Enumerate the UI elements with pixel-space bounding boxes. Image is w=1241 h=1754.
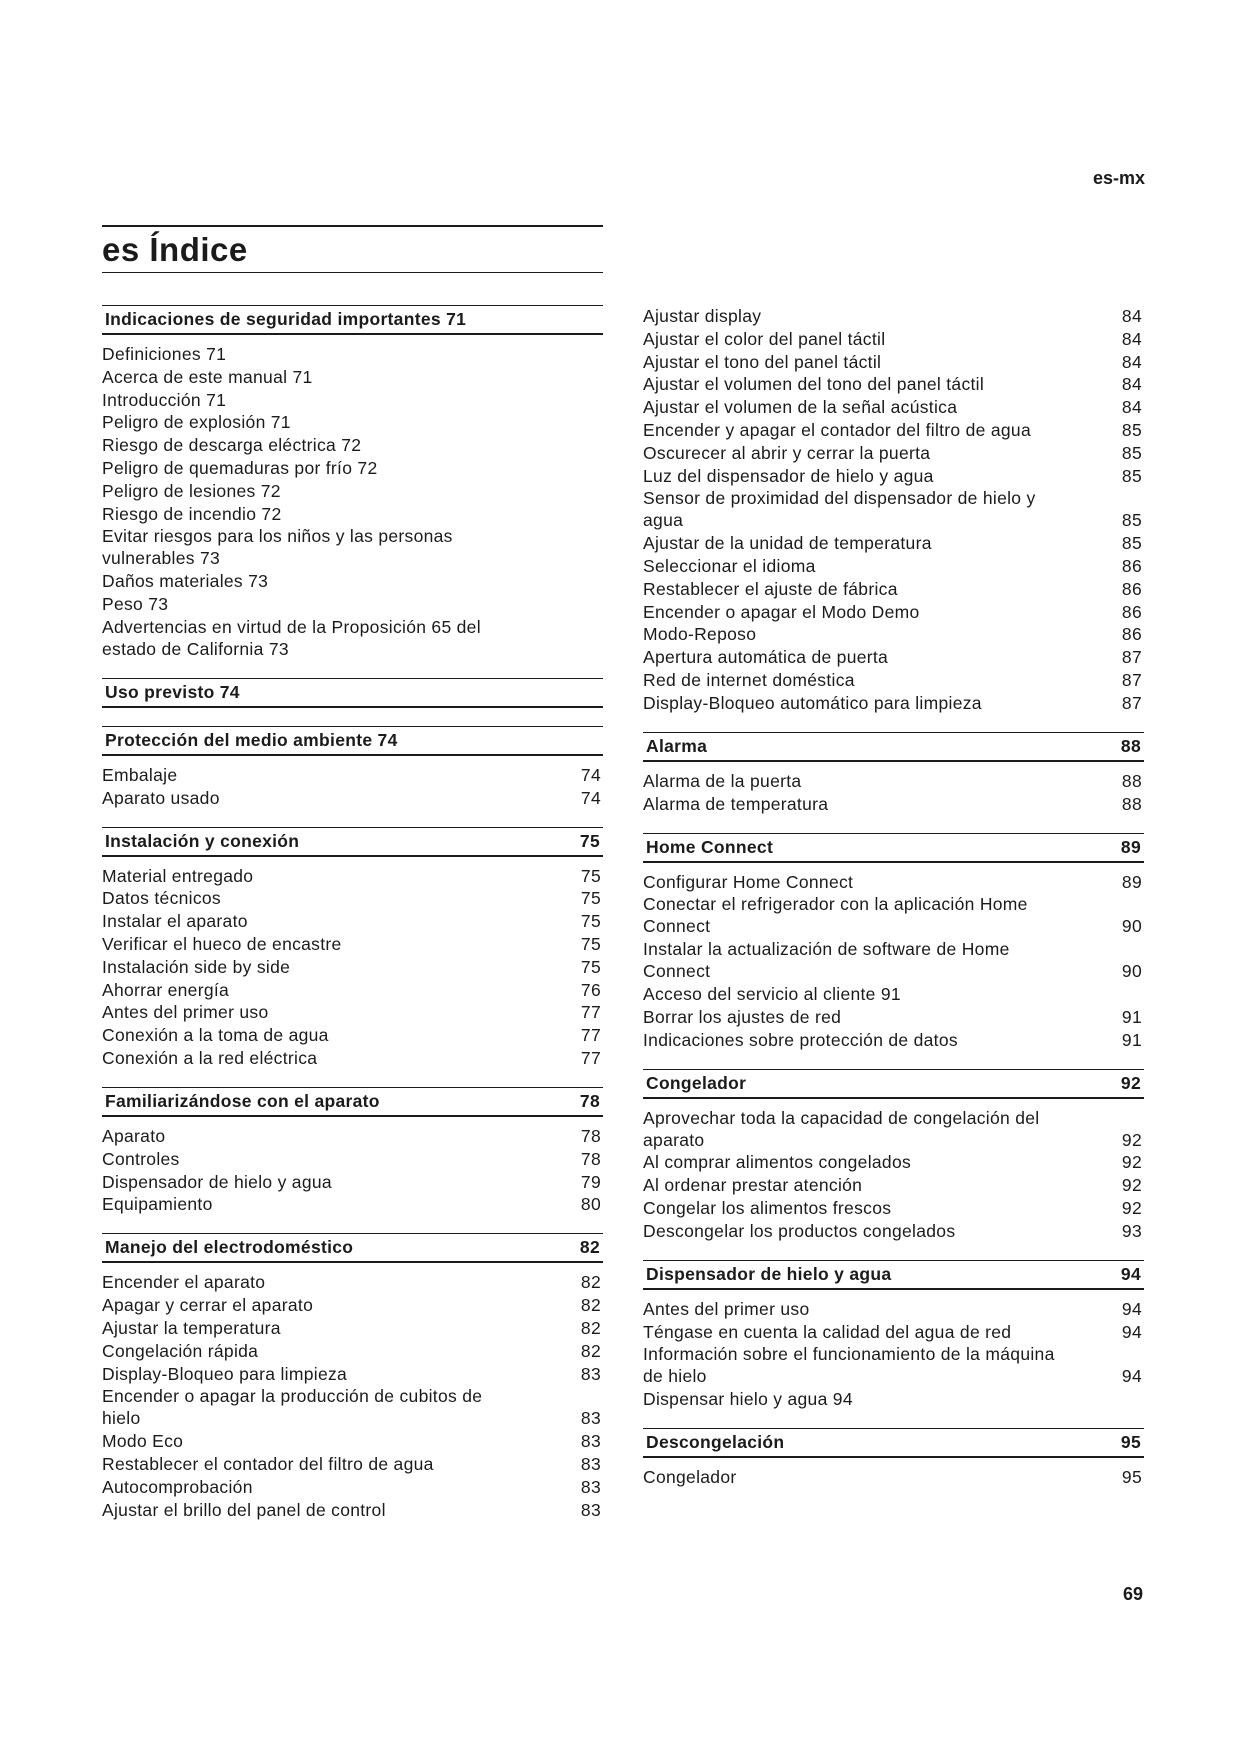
toc-section bbox=[102, 305, 603, 660]
toc-entry-page: 94 bbox=[1121, 1321, 1142, 1342]
toc-section-heading[interactable] bbox=[102, 678, 603, 708]
toc-entry-page: 84 bbox=[1121, 374, 1142, 395]
language-code: es-mx bbox=[1092, 168, 1145, 188]
toc-section-heading[interactable] bbox=[643, 1069, 1144, 1099]
toc-entry-label: Peligro de explosión 71 bbox=[102, 412, 291, 433]
toc-section bbox=[102, 827, 603, 1069]
toc-entry[interactable] bbox=[643, 305, 1144, 327]
toc-entry-label: Encender el aparato bbox=[102, 1272, 266, 1293]
toc-entry-label: Riesgo de incendio 72 bbox=[102, 503, 282, 524]
toc-entry-label: Congelador bbox=[643, 1467, 737, 1488]
toc-entry-label: Material entregado bbox=[102, 865, 254, 886]
toc-entry-label: Seleccionar el idioma bbox=[643, 555, 816, 576]
toc-entry-label: Peligro de quemaduras por frío 72 bbox=[102, 457, 378, 478]
toc-entry[interactable] bbox=[102, 1453, 603, 1475]
toc-entry[interactable] bbox=[643, 669, 1144, 691]
toc-section bbox=[643, 833, 1144, 1051]
toc-entry[interactable] bbox=[643, 1174, 1144, 1196]
toc-entry-label: Configurar Home Connect bbox=[643, 871, 854, 892]
toc-entry[interactable] bbox=[643, 1220, 1144, 1242]
toc-section-continued bbox=[643, 305, 1144, 714]
toc-entry-page: 87 bbox=[1121, 669, 1142, 690]
toc-entry-label: Encender o apagar la producción de cubitos de hielo bbox=[102, 1386, 483, 1429]
toc-entry-page: 75 bbox=[580, 956, 601, 977]
toc-entry-label: Congelación rápida bbox=[102, 1340, 259, 1361]
toc-entry[interactable] bbox=[102, 457, 603, 479]
toc-section-heading[interactable] bbox=[102, 827, 603, 857]
toc-entry[interactable] bbox=[643, 532, 1144, 554]
toc-entry[interactable] bbox=[643, 1151, 1144, 1173]
toc-entry-label: Congelar los alimentos frescos bbox=[643, 1197, 892, 1218]
toc-entry[interactable] bbox=[643, 396, 1144, 418]
toc-entry-page: 82 bbox=[580, 1317, 601, 1338]
toc-entry[interactable] bbox=[102, 1499, 603, 1521]
toc-section-heading[interactable] bbox=[102, 726, 603, 756]
toc-entry-label: Indicaciones sobre protección de datos bbox=[643, 1029, 958, 1050]
toc-section-heading-page: 94 bbox=[1120, 1263, 1141, 1284]
toc-entry-label: Peso 73 bbox=[102, 593, 169, 614]
toc-entry-page: 86 bbox=[1121, 578, 1142, 599]
toc-entry-label: Aparato bbox=[102, 1125, 166, 1146]
toc-entry-label: Apertura automática de puerta bbox=[643, 647, 889, 668]
toc-entry[interactable] bbox=[643, 373, 1144, 395]
toc-section-heading-page: 82 bbox=[579, 1237, 600, 1258]
toc-entry[interactable] bbox=[102, 1430, 603, 1452]
toc-section bbox=[102, 726, 603, 809]
toc-entry-page: 78 bbox=[580, 1148, 601, 1169]
toc-entry[interactable] bbox=[643, 871, 1144, 893]
toc-entry[interactable] bbox=[643, 623, 1144, 645]
toc-section-heading-label: Familiarizándose con el aparato bbox=[105, 1090, 380, 1111]
toc-section-heading-label: Protección del medio ambiente 74 bbox=[105, 729, 398, 750]
toc-entry-label: Peligro de lesiones 72 bbox=[102, 480, 281, 501]
toc-entry[interactable] bbox=[102, 1125, 603, 1147]
toc-entry-label: Ajustar el volumen del tono del panel táctil bbox=[643, 374, 985, 395]
toc-entry-page: 85 bbox=[1121, 510, 1142, 531]
toc-section-heading-label: Uso previsto 74 bbox=[105, 681, 240, 702]
toc-entry[interactable] bbox=[102, 480, 603, 502]
toc-entry-page: 92 bbox=[1121, 1197, 1142, 1218]
toc-section bbox=[643, 1069, 1144, 1242]
toc-section-heading-page: 95 bbox=[1120, 1432, 1141, 1453]
toc-entry-label: Antes del primer uso bbox=[643, 1298, 810, 1319]
toc-entry-page: 92 bbox=[1121, 1129, 1142, 1150]
toc-entry[interactable] bbox=[102, 887, 603, 909]
toc-section bbox=[102, 1087, 603, 1215]
toc-entry-page: 82 bbox=[580, 1340, 601, 1361]
toc-section bbox=[643, 1260, 1144, 1410]
toc-entry[interactable] bbox=[102, 1385, 603, 1429]
toc-entry-page: 76 bbox=[580, 979, 601, 1000]
toc-entry-label: Conexión a la red eléctrica bbox=[102, 1047, 318, 1068]
toc-entry-page: 75 bbox=[580, 865, 601, 886]
toc-entry[interactable] bbox=[643, 646, 1144, 668]
toc-entry[interactable] bbox=[643, 1343, 1144, 1387]
toc-entry-page: 95 bbox=[1121, 1467, 1142, 1488]
toc-entry-label: Luz del dispensador de hielo y agua bbox=[643, 465, 934, 486]
toc-section-heading[interactable] bbox=[102, 1233, 603, 1263]
toc-entry-label: Encender y apagar el contador del filtro de agua bbox=[643, 419, 1031, 440]
toc-entry-label: Ajustar el brillo del panel de control bbox=[102, 1499, 386, 1520]
toc-section bbox=[643, 732, 1144, 815]
toc-entry-label: Conexión a la toma de agua bbox=[102, 1025, 329, 1046]
toc-entry[interactable] bbox=[643, 1321, 1144, 1343]
toc-entry[interactable] bbox=[102, 503, 603, 525]
toc-entry-label: Ajustar el tono del panel táctil bbox=[643, 351, 882, 372]
toc-entry-page: 75 bbox=[580, 933, 601, 954]
toc-entry[interactable] bbox=[643, 578, 1144, 600]
toc-section-heading-label: Instalación y conexión bbox=[105, 830, 300, 851]
toc-entry[interactable] bbox=[102, 1047, 603, 1069]
toc-section-heading-page: 88 bbox=[1120, 735, 1141, 756]
toc-entry-label: Restablecer el contador del filtro de agua bbox=[102, 1453, 434, 1474]
toc-entry[interactable] bbox=[643, 442, 1144, 464]
toc-section bbox=[102, 1233, 603, 1520]
toc-entry-label: Apagar y cerrar el aparato bbox=[102, 1295, 314, 1316]
toc-entry-label: Instalar el aparato bbox=[102, 911, 248, 932]
toc-entry-page: 90 bbox=[1121, 916, 1142, 937]
toc-section-heading-label: Alarma bbox=[646, 735, 708, 756]
toc-entry-page: 91 bbox=[1121, 1029, 1142, 1050]
toc-entry-label: Ajustar el color del panel táctil bbox=[643, 328, 886, 349]
title-block bbox=[102, 225, 603, 273]
toc-entry-label: Encender o apagar el Modo Demo bbox=[643, 601, 920, 622]
toc-entry[interactable] bbox=[643, 419, 1144, 441]
toc-entry-label: Borrar los ajustes de red bbox=[643, 1006, 842, 1027]
toc-entry-label: Téngase en cuenta la calidad del agua de red bbox=[643, 1321, 1012, 1342]
toc-entry-page: 87 bbox=[1121, 692, 1142, 713]
toc-entry[interactable] bbox=[643, 1466, 1144, 1488]
page-title: es Índice bbox=[102, 231, 248, 268]
toc-entry[interactable] bbox=[102, 434, 603, 456]
toc-entry[interactable] bbox=[102, 570, 603, 592]
toc-entry-page: 83 bbox=[580, 1431, 601, 1452]
toc-entry[interactable] bbox=[643, 1298, 1144, 1320]
toc-entry-page: 94 bbox=[1121, 1366, 1142, 1387]
toc-entry-label: Advertencias en virtud de la Proposición 65 del estado de California 73 bbox=[102, 616, 481, 659]
toc-entry-label: Display-Bloqueo para limpieza bbox=[102, 1363, 348, 1384]
toc-entry-page: 94 bbox=[1121, 1298, 1142, 1319]
toc-section-heading-page: 92 bbox=[1120, 1072, 1141, 1093]
toc-entry-label: Evitar riesgos para los niños y las personas vulnerables 73 bbox=[102, 526, 453, 569]
toc-entry-page: 85 bbox=[1121, 442, 1142, 463]
toc-section-heading-label: Descongelación bbox=[646, 1432, 785, 1453]
toc-entry-label: Aprovechar toda la capacidad de congelación del aparato bbox=[643, 1107, 1040, 1150]
toc-entry[interactable] bbox=[643, 465, 1144, 487]
toc-entry-page: 77 bbox=[580, 1047, 601, 1068]
toc-entry[interactable] bbox=[102, 1193, 603, 1215]
toc-entry[interactable] bbox=[643, 893, 1144, 937]
toc-entry[interactable] bbox=[643, 1006, 1144, 1028]
toc-entry-label: Modo Eco bbox=[102, 1431, 184, 1452]
toc-entry-label: Antes del primer uso bbox=[102, 1002, 269, 1023]
toc-entry-label: Embalaje bbox=[102, 764, 178, 785]
toc-entry[interactable] bbox=[102, 366, 603, 388]
toc-section-heading[interactable] bbox=[643, 732, 1144, 762]
toc-entry-label: Modo-Reposo bbox=[643, 624, 757, 645]
toc-entry-label: Verificar el hueco de encastre bbox=[102, 933, 342, 954]
toc-entry-label: Restablecer el ajuste de fábrica bbox=[643, 578, 898, 599]
toc-section-heading[interactable] bbox=[102, 1087, 603, 1117]
toc-entry-page: 82 bbox=[580, 1295, 601, 1316]
toc-section-heading-label: Dispensador de hielo y agua bbox=[646, 1263, 892, 1284]
toc-entry[interactable] bbox=[643, 1197, 1144, 1219]
toc-entry[interactable] bbox=[102, 1317, 603, 1339]
toc-entry[interactable] bbox=[102, 1476, 603, 1498]
toc-section-heading-label: Manejo del electrodoméstico bbox=[105, 1237, 354, 1258]
toc-entry[interactable] bbox=[643, 1388, 1144, 1410]
toc-entry-page: 83 bbox=[580, 1476, 601, 1497]
toc-right-column bbox=[643, 305, 1144, 1506]
toc-entry-page: 82 bbox=[580, 1272, 601, 1293]
toc-entry[interactable] bbox=[643, 1029, 1144, 1051]
toc-entry[interactable] bbox=[102, 764, 603, 786]
toc-entry-label: Riesgo de descarga eléctrica 72 bbox=[102, 435, 362, 456]
toc-entry[interactable] bbox=[102, 343, 603, 365]
toc-section-heading[interactable] bbox=[643, 833, 1144, 863]
toc-section-heading[interactable] bbox=[102, 305, 603, 335]
toc-entry[interactable] bbox=[102, 910, 603, 932]
toc-entry[interactable] bbox=[102, 411, 603, 433]
toc-entry[interactable] bbox=[102, 1148, 603, 1170]
toc-section-heading[interactable] bbox=[643, 1428, 1144, 1458]
toc-entry-page: 79 bbox=[580, 1171, 601, 1192]
toc-entry-page: 93 bbox=[1121, 1220, 1142, 1241]
toc-entry-page: 74 bbox=[580, 787, 601, 808]
toc-entry-page: 91 bbox=[1121, 1006, 1142, 1027]
toc-entry-page: 77 bbox=[580, 1002, 601, 1023]
toc-entry-page: 88 bbox=[1121, 793, 1142, 814]
toc-entry-label: Información sobre el funcionamiento de la máquina de hielo bbox=[643, 1344, 1055, 1387]
toc-entry[interactable] bbox=[102, 1001, 603, 1023]
toc-entry[interactable] bbox=[102, 1294, 603, 1316]
toc-section-heading-label: Congelador bbox=[646, 1072, 747, 1093]
toc-section-heading-page: 89 bbox=[1120, 836, 1141, 857]
toc-entry-page: 84 bbox=[1121, 328, 1142, 349]
toc-entry-page: 90 bbox=[1121, 961, 1142, 982]
toc-entry-label: Alarma de la puerta bbox=[643, 770, 802, 791]
toc-entry-label: Ajustar display bbox=[643, 306, 762, 326]
toc-entry-page: 83 bbox=[580, 1408, 601, 1429]
toc-entry[interactable] bbox=[643, 1107, 1144, 1151]
toc-entry-page: 83 bbox=[580, 1499, 601, 1520]
toc-entry-page: 92 bbox=[1121, 1175, 1142, 1196]
toc-entry[interactable] bbox=[102, 787, 603, 809]
toc-entry[interactable] bbox=[102, 865, 603, 887]
toc-entry-label: Aparato usado bbox=[102, 787, 220, 808]
toc-entry-page: 86 bbox=[1121, 555, 1142, 576]
toc-entry-label: Instalación side by side bbox=[102, 956, 291, 977]
toc-entry-label: Acerca de este manual 71 bbox=[102, 366, 313, 387]
toc-entry[interactable] bbox=[102, 1363, 603, 1385]
toc-entry[interactable] bbox=[102, 1340, 603, 1362]
toc-entry-label: Al ordenar prestar atención bbox=[643, 1175, 863, 1196]
toc-entry-page: 87 bbox=[1121, 647, 1142, 668]
toc-entry[interactable] bbox=[102, 616, 603, 660]
toc-entry-page: 75 bbox=[580, 888, 601, 909]
toc-section-heading-page: 75 bbox=[579, 830, 600, 851]
toc-entry-page: 86 bbox=[1121, 601, 1142, 622]
toc-entry-label: Dispensar hielo y agua 94 bbox=[643, 1389, 853, 1410]
toc-entry-label: Al comprar alimentos congelados bbox=[643, 1152, 912, 1173]
toc-entry[interactable] bbox=[102, 979, 603, 1001]
toc-entry-label: Autocomprobación bbox=[102, 1476, 253, 1497]
toc-entry[interactable] bbox=[102, 1024, 603, 1046]
toc-entry[interactable] bbox=[643, 983, 1144, 1005]
toc-entry-label: Ajustar la temperatura bbox=[102, 1317, 281, 1338]
toc-entry[interactable] bbox=[643, 793, 1144, 815]
toc-entry[interactable] bbox=[643, 487, 1144, 531]
toc-entry-label: Ajustar el volumen de la señal acústica bbox=[643, 397, 958, 418]
toc-left-column bbox=[102, 305, 603, 1539]
toc-section-heading[interactable] bbox=[643, 1260, 1144, 1290]
toc-entry-page: 78 bbox=[580, 1125, 601, 1146]
toc-entry-label: Introducción 71 bbox=[102, 389, 227, 410]
toc-entry-label: Conectar el refrigerador con la aplicación Home Connect bbox=[643, 894, 1028, 937]
toc-entry-page: 85 bbox=[1121, 465, 1142, 486]
toc-entry-page: 75 bbox=[580, 911, 601, 932]
toc-entry[interactable] bbox=[102, 956, 603, 978]
toc-entry-label: Controles bbox=[102, 1148, 180, 1169]
toc-entry-page: 85 bbox=[1121, 419, 1142, 440]
toc-entry-page: 84 bbox=[1121, 306, 1142, 326]
toc-entry[interactable] bbox=[643, 328, 1144, 350]
toc-section bbox=[643, 1428, 1144, 1488]
toc-entry-label: Instalar la actualización de software de Home Connect bbox=[643, 939, 1010, 982]
toc-entry[interactable] bbox=[643, 601, 1144, 623]
toc-entry-page: 85 bbox=[1121, 533, 1142, 554]
toc-entry-page: 77 bbox=[580, 1025, 601, 1046]
toc-entry-page: 80 bbox=[580, 1194, 601, 1215]
toc-entry-label: Datos técnicos bbox=[102, 888, 221, 909]
toc-entry-page: 83 bbox=[580, 1363, 601, 1384]
toc-section-heading-page: 78 bbox=[579, 1090, 600, 1111]
toc-entry-page: 84 bbox=[1121, 351, 1142, 372]
toc-entry[interactable] bbox=[102, 1171, 603, 1193]
toc-entry[interactable] bbox=[102, 1271, 603, 1293]
toc-entry[interactable] bbox=[102, 933, 603, 955]
toc-entry-page: 92 bbox=[1121, 1152, 1142, 1173]
toc-entry[interactable] bbox=[643, 555, 1144, 577]
toc-entry-page: 83 bbox=[580, 1453, 601, 1474]
toc-section-heading-label: Indicaciones de seguridad importantes 71 bbox=[105, 309, 467, 329]
toc-entry-label: Display-Bloqueo automático para limpieza bbox=[643, 692, 982, 713]
toc-entry[interactable] bbox=[102, 593, 603, 615]
toc-entry[interactable] bbox=[643, 770, 1144, 792]
toc-entry-label: Ahorrar energía bbox=[102, 979, 230, 1000]
toc-entry-page: 86 bbox=[1121, 624, 1142, 645]
toc-entry[interactable] bbox=[643, 351, 1144, 373]
toc-entry[interactable] bbox=[643, 938, 1144, 982]
toc-entry-label: Ajustar de la unidad de temperatura bbox=[643, 533, 932, 554]
toc-entry[interactable] bbox=[102, 389, 603, 411]
toc-entry-label: Red de internet doméstica bbox=[643, 669, 855, 690]
toc-entry-label: Descongelar los productos congelados bbox=[643, 1220, 956, 1241]
toc-entry-label: Alarma de temperatura bbox=[643, 793, 829, 814]
page-number: 69 bbox=[1122, 1584, 1143, 1604]
toc-entry-label: Acceso del servicio al cliente 91 bbox=[643, 983, 901, 1004]
toc-section bbox=[102, 678, 603, 708]
toc-entry-label: Equipamiento bbox=[102, 1194, 213, 1215]
toc-entry-label: Definiciones 71 bbox=[102, 344, 227, 364]
toc-entry-page: 74 bbox=[580, 764, 601, 785]
toc-section-heading-label: Home Connect bbox=[646, 836, 774, 857]
toc-entry-page: 89 bbox=[1121, 871, 1142, 892]
toc-entry-label: Dispensador de hielo y agua bbox=[102, 1171, 332, 1192]
toc-entry-page: 88 bbox=[1121, 770, 1142, 791]
toc-entry-page: 84 bbox=[1121, 397, 1142, 418]
toc-entry[interactable] bbox=[643, 692, 1144, 714]
toc-entry-label: Daños materiales 73 bbox=[102, 571, 269, 592]
toc-entry-label: Sensor de proximidad del dispensador de hielo y agua bbox=[643, 488, 1036, 531]
toc-entry-label: Oscurecer al abrir y cerrar la puerta bbox=[643, 442, 931, 463]
toc-entry[interactable] bbox=[102, 525, 603, 569]
